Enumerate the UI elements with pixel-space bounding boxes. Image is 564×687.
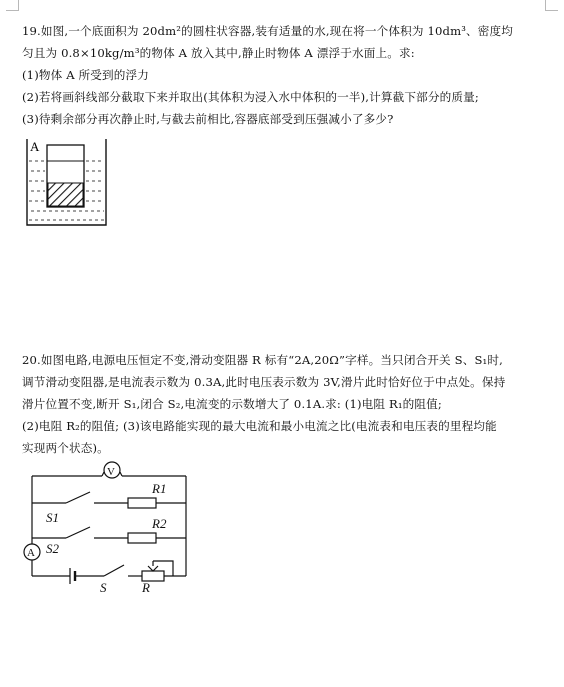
hatched-section [48,183,83,206]
problem-19-line-4: (2)若将画斜线部分截取下来并取出(其体积为浸入水中体积的一半),计算截下部分的质量; [22,90,479,104]
s1-label: S1 [46,510,59,525]
resistor-r1 [128,498,156,508]
problem-20-line-3: 滑片位置不变,断开 S₁,闭合 S₂,电流变的示数增大了 0.1A.求: (1)电阻 R₁的阻值; [22,397,442,411]
problem-20-line-2: 调节滑动变阻器,是电流表示数为 0.3A,此时电压表示数为 3V,滑片此时恰好位于中点处。保持 [22,375,506,389]
voltmeter-label: V [107,466,115,478]
container-with-floating-block-figure [20,133,112,229]
problem-19-line-3: (1)物体 A 所受到的浮力 [22,68,150,82]
r2-label: R2 [152,516,167,531]
problem-20-line-1: 20.如图电路,电源电压恒定不变,滑动变阻器 R 标有“2A,20Ω”字样。当只闭合开关 S、S₁时, [22,353,503,367]
page-corner-mark-left [6,0,19,11]
main-switch [104,565,124,576]
circuit-diagram [18,458,198,598]
ammeter-label: A [27,547,35,559]
r-label: R [142,580,150,595]
page-corner-mark-right [545,0,558,11]
problem-19-line-2: 匀且为 0.8×10kg/m³的物体 A 放入其中,静止时物体 A 漂浮于水面上。求: [22,46,415,60]
s2-label: S2 [46,541,59,556]
problem-19-line-1: 19.如图,一个底面积为 20dm²的圆柱状容器,装有适量的水,现在将一个体积为 10dm³、密度均 [22,24,513,38]
problem-19-line-5: (3)待剩余部分再次静止时,与截去前相比,容器底部受到压强减小了多少? [22,112,394,126]
problem-20-line-5: 实现两个状态)。 [22,441,109,455]
block-label-a: A [30,139,40,154]
resistor-r2 [128,533,156,543]
problem-20-line-4: (2)电阻 R₂的阻值; (3)该电路能实现的最大电流和最小电流之比(电流表和电压表的里程均能 [22,419,497,433]
r1-label: R1 [152,481,167,496]
s-label: S [100,580,107,595]
